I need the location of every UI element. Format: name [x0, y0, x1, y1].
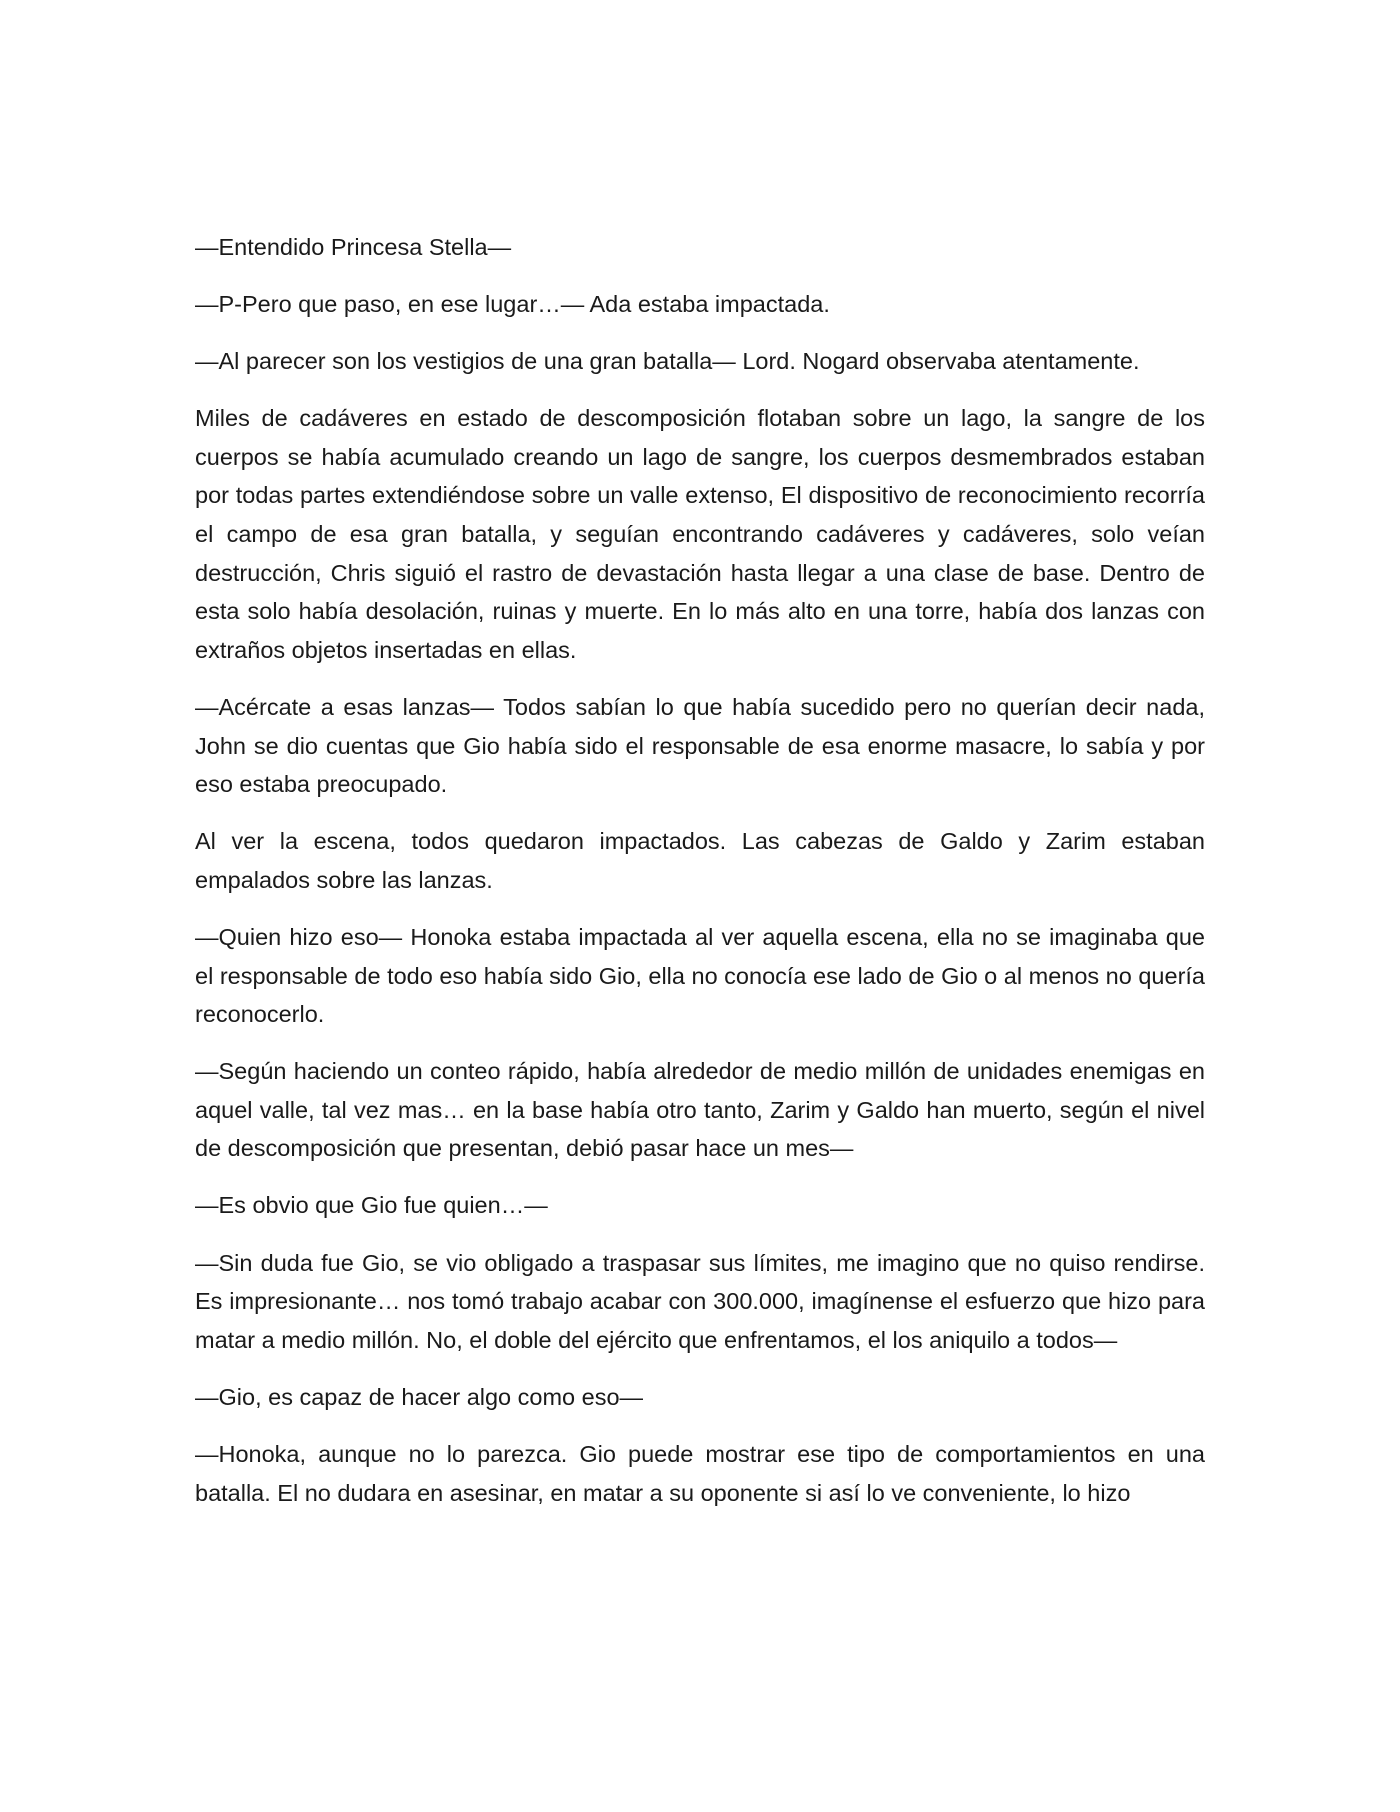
paragraph-9: —Es obvio que Gio fue quien…— — [195, 1192, 548, 1219]
paragraph-5: —Acércate a esas lanzas— Todos sabían lo que había sucedido pero no querían decir nada, John se dio cuentas que Gio había sido el responsable de esa enorme masacre, lo sabía y por eso estaba preocupado. — [195, 693, 1205, 798]
paragraph-12: —Honoka, aunque no lo parezca. Gio puede mostrar ese tipo de comportamientos en una batalla. El no dudara en asesinar, en matar a su oponente si así lo ve conveniente, lo hizo — [195, 1440, 1205, 1506]
paragraph-1: —Entendido Princesa Stella— — [195, 234, 512, 260]
paragraph-11: —Gio, es capaz de hacer algo como eso— — [195, 1383, 644, 1410]
paragraph-6: Al ver la escena, todos quedaron impactados. Las cabezas de Galdo y Zarim estaban empalados sobre las lanzas. — [195, 828, 1205, 893]
paragraph-10: —Sin duda fue Gio, se vio obligado a traspasar sus límites, me imagino que no quiso rendirse. Es impresionante… nos tomó trabajo acabar con 300.000, imagínense el esfuerzo que hizo para matar a medio millón. No, el doble del ejército que enfrentamos, el los aniquilo a todos— — [195, 1249, 1205, 1353]
paragraph-2: —P-Pero que paso, en ese lugar…— Ada estaba impactada. — [195, 291, 830, 318]
paragraph-3: —Al parecer son los vestigios de una gran batalla— Lord. Nogard observaba atentamente. — [195, 348, 1140, 375]
document-page — [195, 228, 1205, 1531]
paragraph-4: Miles de cadáveres en estado de descomposición flotaban sobre un lago, la sangre de los cuerpos se había acumulado creando un lago de sangre, los cuerpos desmembrados estaban por todas partes extendiéndose sobre un valle extenso, El dispositivo de reconocimiento recorría el campo de esa gran batalla, y seguían encontrando cadáveres y cadáveres, solo veían destrucción, Chris siguió el rastro de devastación hasta llegar a una clase de base. Dentro de esta solo había desolación, ruinas y muerte. En lo más alto en una torre, había dos lanzas con extraños objetos insertadas en ellas. — [195, 405, 1205, 663]
paragraph-7: —Quien hizo eso— Honoka estaba impactada al ver aquella escena, ella no se imaginaba que el responsable de todo eso había sido Gio, ella no conocía ese lado de Gio o al menos no quería reconocerlo. — [195, 923, 1205, 1028]
paragraph-8: —Según haciendo un conteo rápido, había alrededor de medio millón de unidades enemigas en aquel valle, tal vez mas… en la base había otro tanto, Zarim y Galdo han muerto, según el nivel de descomposición que presentan, debió pasar hace un mes— — [195, 1058, 1205, 1162]
